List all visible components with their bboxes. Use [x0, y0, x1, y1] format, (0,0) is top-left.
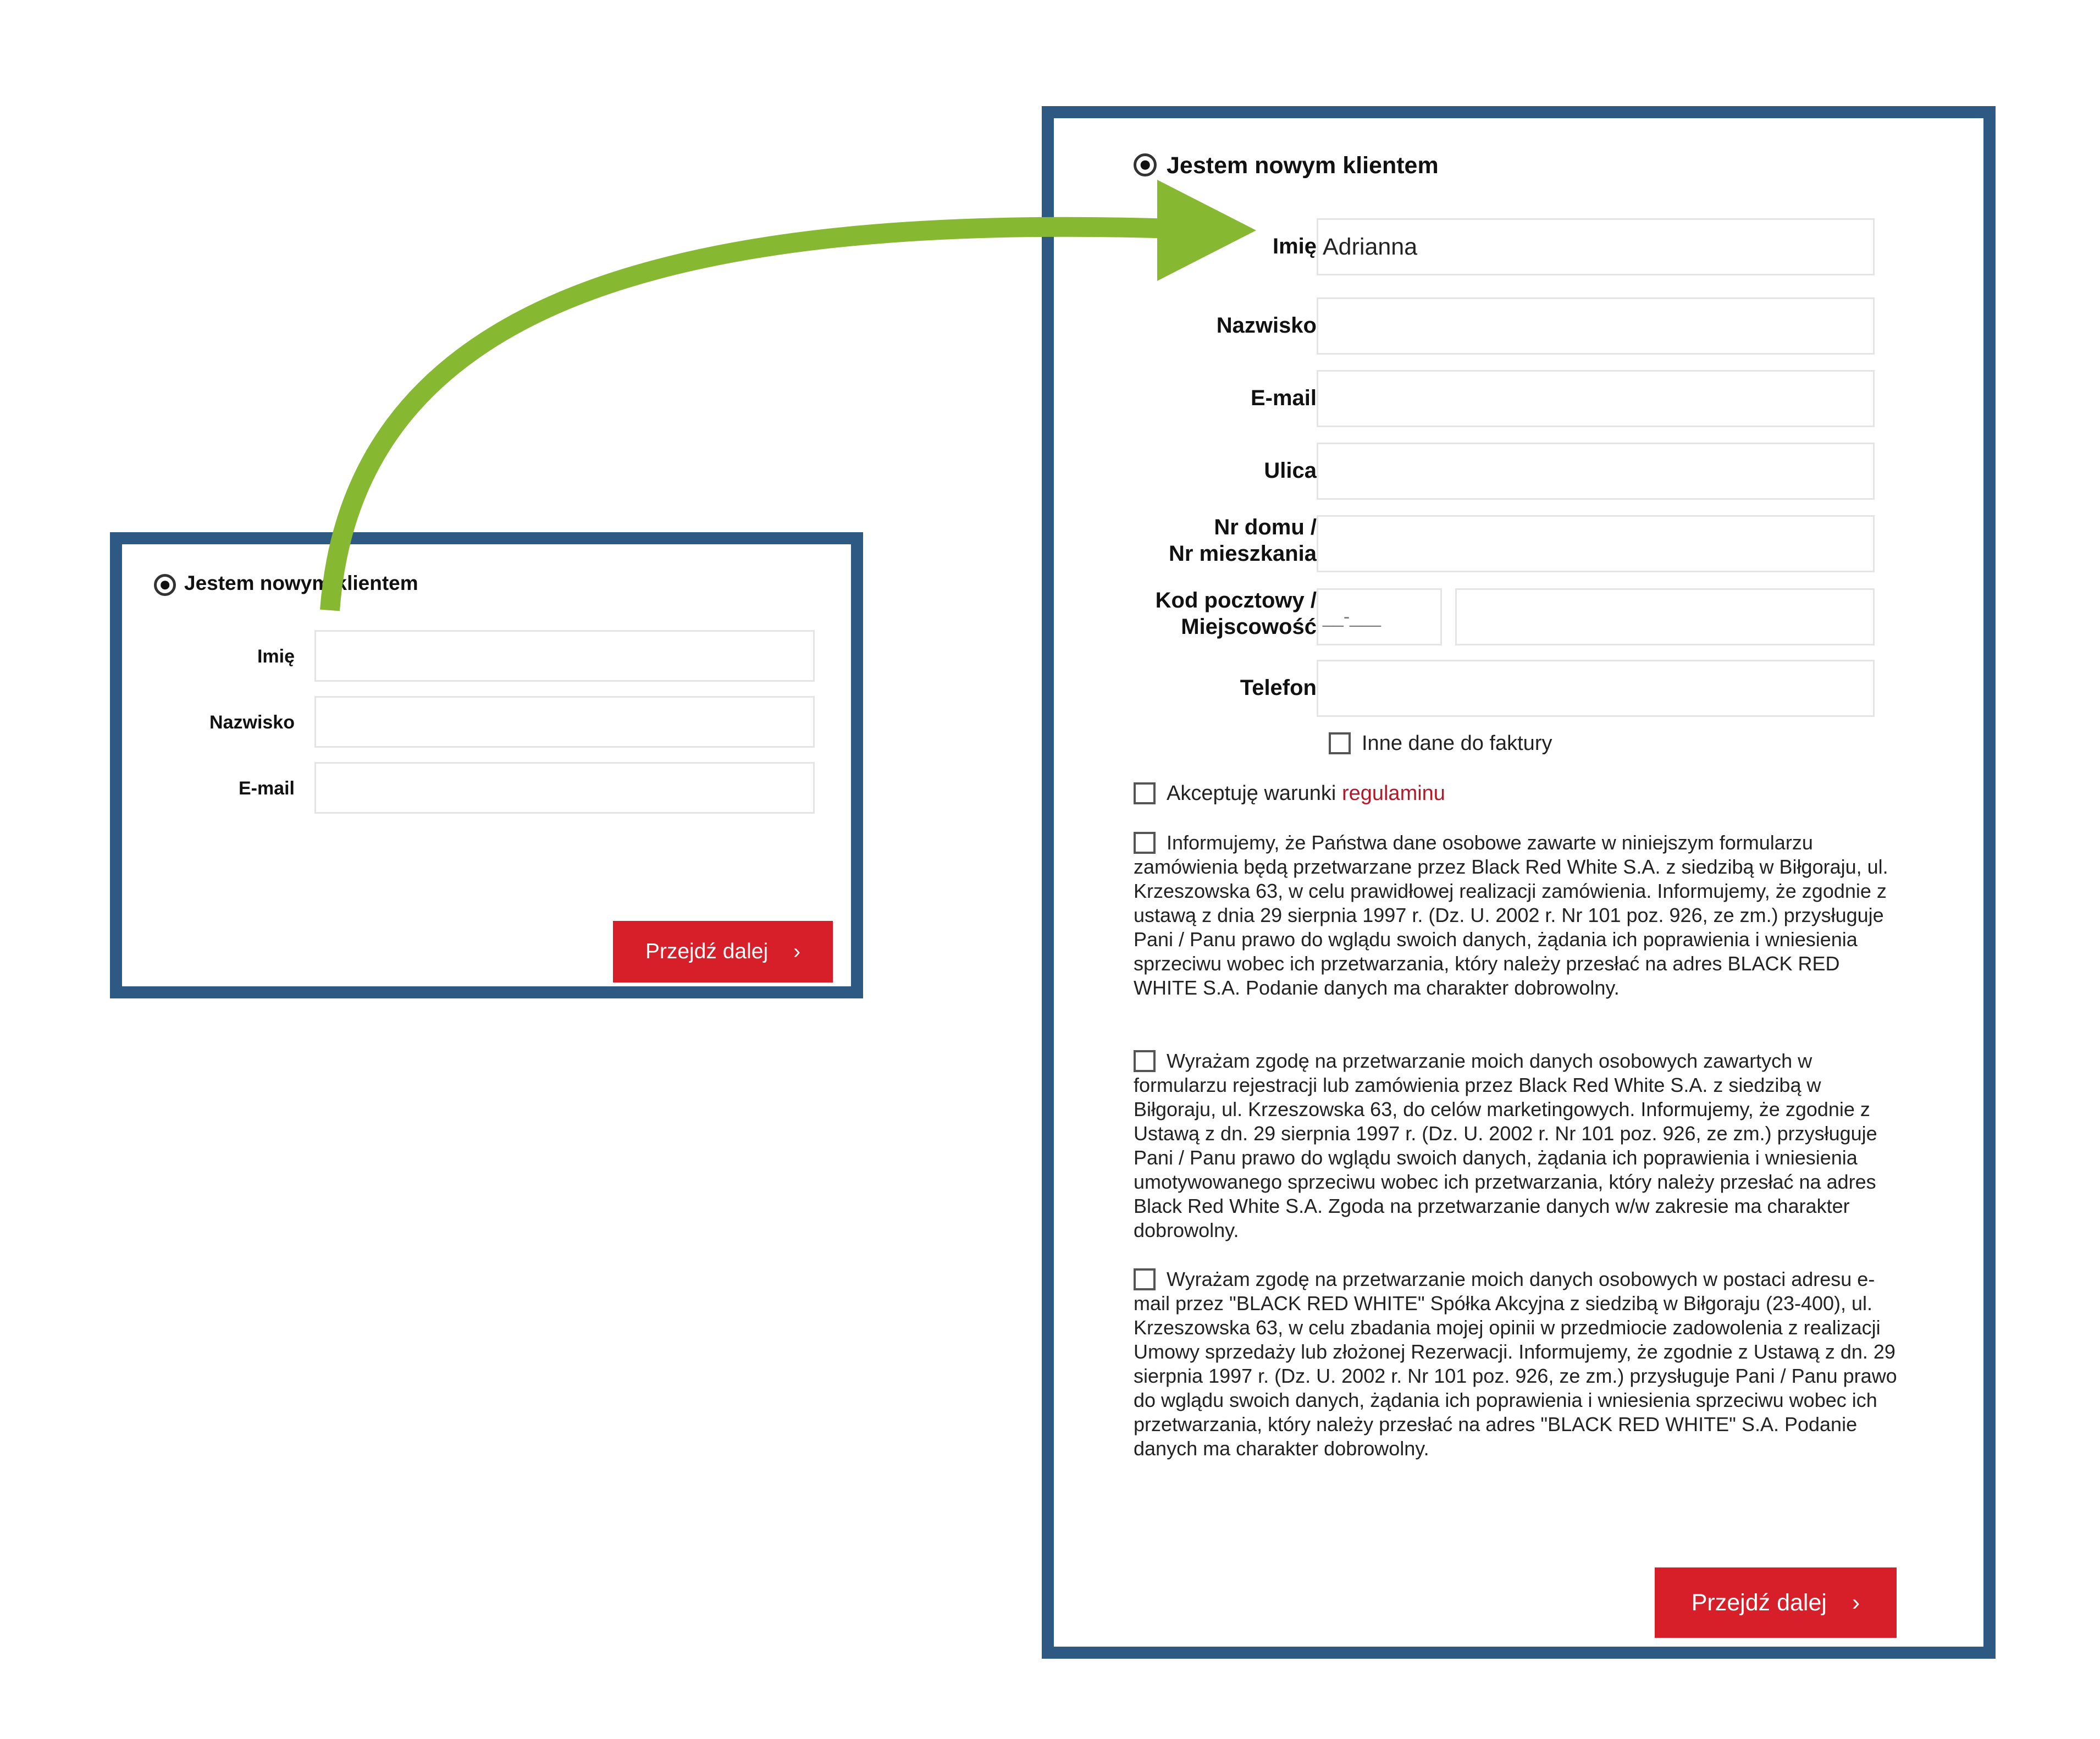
city-input[interactable] — [1455, 588, 1875, 645]
street-input[interactable] — [1317, 443, 1875, 500]
next-button[interactable] — [613, 921, 833, 982]
new-customer-radio[interactable] — [154, 574, 176, 596]
invoice-data-checkbox[interactable] — [1329, 732, 1351, 754]
terms-link[interactable]: regulaminu — [1341, 782, 1445, 805]
email-input[interactable] — [314, 762, 815, 814]
small-form-panel — [110, 532, 863, 998]
chevron-right-icon: › — [1852, 1589, 1860, 1616]
consent-2-checkbox[interactable] — [1134, 1050, 1156, 1072]
first-name-label: Imię — [1272, 234, 1317, 258]
consent-1-checkbox[interactable] — [1134, 832, 1156, 854]
last-name-input[interactable] — [1317, 297, 1875, 355]
house-number-label — [1169, 514, 1317, 567]
new-customer-label: Jestem nowym klientem — [184, 572, 418, 594]
first-name-input[interactable]: Adrianna — [1317, 218, 1875, 275]
phone-label: Telefon — [1240, 676, 1317, 700]
consent-3-paragraph — [1134, 1267, 1903, 1461]
last-name-label: Nazwisko — [1216, 313, 1317, 338]
house-number-label-line2: Nr mieszkania — [1168, 542, 1317, 566]
consent-1-text: Informujemy, że Państwa dane osobowe zawarte w niniejszym formularzu zamówienia będą przetwarzane przez Black Red White S.A. z siedzibą w Biłgoraju, ul. Krzeszowska 63, w celu prawidłowej realizacji zamówienia. Informujemy, że zgodnie z ustawą z dnia 29 sierpnia 1997 r. (Dz. U. 2002 r. Nr 101 poz. 926, ze zm.) przysługuje Pani / Panu prawo do wglądu swoich danych, żądania ich poprawienia i wniesienia sprzeciwu wobec ich przetwarzania, który należy przesłać na adres BLACK RED WHITE S.A. Podanie danych ma charakter dobrowolny. — [1134, 831, 1888, 999]
first-name-input[interactable] — [314, 630, 815, 682]
consent-3-checkbox[interactable] — [1134, 1268, 1156, 1290]
chevron-right-icon: › — [793, 940, 801, 963]
phone-input[interactable] — [1317, 660, 1875, 717]
city-label-line2: Miejscowość — [1181, 615, 1317, 639]
house-number-input[interactable] — [1317, 515, 1875, 572]
house-number-label-line1: Nr domu / — [1214, 515, 1317, 539]
next-button[interactable] — [1655, 1567, 1897, 1638]
email-input[interactable] — [1317, 370, 1875, 427]
new-customer-label: Jestem nowym klientem — [1167, 152, 1439, 179]
email-label: E-mail — [238, 778, 295, 799]
consent-3-text: Wyrażam zgodę na przetwarzanie moich danych osobowych w postaci adresu e-mail przez "BLACK RED WHITE" Spółka Akcyjna z siedzibą w Biłgoraju (23-400), ul. Krzeszowska 63, w celu zbadania mojej opinii w przedmiocie zadowolenia z realizacji Umowy sprzedaży lub złożonej Rezerwacji. Informujemy, że zgodnie z Ustawą z dn. 29 sierpnia 1997 r. (Dz. U. 2002 r. Nr 101 poz. 926, ze zm.) przysługuje Pani / Panu prawo do wglądu swoich danych, żądania ich poprawienia i wniesienia sprzeciwu wobec ich przetwarzania, który należy przesłać na adres "BLACK RED WHITE" S.A. Podanie danych ma charakter dobrowolny. — [1134, 1268, 1897, 1460]
accept-terms-checkbox[interactable] — [1134, 782, 1156, 804]
last-name-input[interactable] — [314, 696, 815, 748]
postcode-input[interactable]: __-___ — [1317, 588, 1442, 645]
consent-1-paragraph — [1134, 831, 1903, 1000]
last-name-label: Nazwisko — [209, 712, 295, 733]
large-form-panel — [1042, 106, 1996, 1659]
first-name-label: Imię — [257, 646, 295, 667]
consent-2-paragraph — [1134, 1049, 1903, 1243]
consent-2-text: Wyrażam zgodę na przetwarzanie moich danych osobowych zawartych w formularzu rejestracji lub zamówienia przez Black Red White S.A. z siedzibą w Biłgoraju, ul. Krzeszowska 63, do celów marketingowych. Informujemy, że zgodnie z Ustawą z dn. 29 sierpnia 1997 r. (Dz. U. 2002 r. Nr 101 poz. 926, ze zm.) przysługuje Pani / Panu prawo do wglądu swoich danych, żądania ich poprawienia i wniesienia umotywowanego sprzeciwu wobec ich przetwarzania, który należy przesłać na adres Black Red White S.A. Zgoda na przetwarzanie danych w/w zakresie ma charakter dobrowolny. — [1134, 1050, 1877, 1241]
next-button-label: Przejdź dalej — [645, 940, 769, 963]
accept-terms-label — [1167, 780, 1445, 807]
postcode-label-line1: Kod pocztowy / — [1155, 588, 1317, 612]
postcode-city-label — [1156, 587, 1317, 640]
email-label: E-mail — [1250, 386, 1317, 410]
street-label: Ulica — [1264, 459, 1317, 483]
new-customer-radio[interactable] — [1134, 153, 1157, 176]
next-button-label: Przejdź dalej — [1691, 1589, 1827, 1616]
accept-terms-text: Akceptuję warunki — [1167, 782, 1342, 805]
invoice-data-label: Inne dane do faktury — [1362, 732, 1552, 755]
